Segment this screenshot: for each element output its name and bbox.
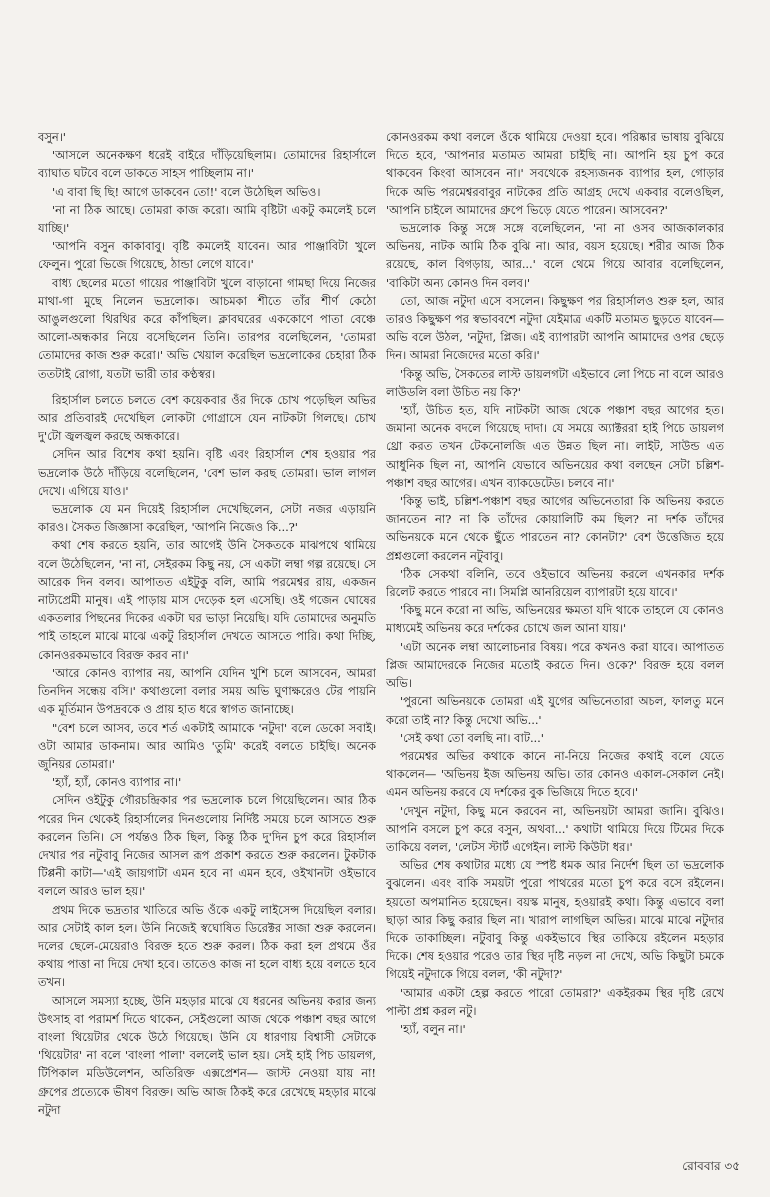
paragraph: 'এ বাবা ছি ছি! আগে ডাকবেন তো!' বলে উঠেছিল অভিও। <box>52 184 321 199</box>
left-text-column <box>38 128 376 1140</box>
paragraph: 'হ্যাঁ, বলুন না।' <box>400 1021 466 1036</box>
paragraph: রিহার্সাল চলতে চলতে বেশ কয়েকবার ওঁর দিকে চোখ পড়েছিল অভির আর প্রতিবারই দেখেছিল লোকটা গোগ্রাসে যেন নাটকটা গিলছে। চোখ দু'টো জ্বলজ্বল করছে অন্ধকারে। <box>38 392 376 444</box>
paragraph: কোনওরকম কথা বললে ওঁকে থামিয়ে দেওয়া হবে। পরিষ্কার ভাষায় বুঝিয়ে দিতে হবে, 'আপনার মতামত আমরা চাইছি না। আপনি হয় চুপ করে থাকবেন কিংবা আসবেন না।' সবথেকে রহস্যজনক ব্যাপার হল, গোড়ার দিকে অভি পরমেশ্বরবাবুর নাটকের প্রতি আগ্রহ দেখে একবার বলেওছিল, 'আপনি চাইলে আমাদের গ্রুপে ভিড়ে যেতে পারেন। আসবেন?' <box>386 130 724 217</box>
paragraph: সেদিন ওইটুকু গৌরচন্দ্রিকার পর ভদ্রলোক চলে গিয়েছিলেন। আর ঠিক পরের দিন থেকেই রিহার্সালের দিনগুলোয় নির্দিষ্ট সময়ে চলে আসতে শুরু করলেন তিনি। সে পর্যন্তও ঠিক ছিল, কিন্তু ঠিক দু'দিন চুপ করে রিহার্সাল দেখার পর নটুবাবু নিজের আসল রূপ প্রকাশ করতে শুরু করলেন। টুকটাক টিপ্পনী কাটা—'এই জায়গাটা এমন হবে না এমন হবে, ওইখানটা ওইভাবে বললে আরও ভাল হয়।' <box>38 793 376 899</box>
paragraph: "বেশ চলে আসব, তবে শর্ত একটাই আমাকে 'নটুদা' বলে ডেকো সবাই। ওটা আমার ডাকনাম। আর আমিও 'তুমি' করেই বলতে চাইছি। অনেক জুনিয়র তোমরা।' <box>38 720 376 771</box>
paragraph: বসুন।' <box>38 130 66 144</box>
paragraph: 'দেখুন নটুদা, কিছু মনে করবেন না, অভিনয়টা আমরা জানি। বুঝিও। আপনি বসলে চুপ করে বসুন, অথবা...' কথাটা থামিয়ে দিয়ে টিমের দিকে তাকিয়ে বলল, 'লেটস স্টার্ট এগেইন। লাস্ট কিউটা ধর।' <box>386 803 724 854</box>
paragraph: ভদ্রলোক কিন্তু সঙ্গে সঙ্গে বলেছিলেন, 'না না ওসব আজকালকার অভিনয়, নাটক আমি ঠিক বুঝি না। আর, বয়স হয়েছে। শরীর আজ ঠিক রয়েছে, কাল বিগড়ায়, আর...' বলে থেমে গিয়ে আবার বলেছিলেন, 'বাকিটা অন্য কোনও দিন বলব।' <box>386 221 724 290</box>
paragraph: 'আরে কোনও ব্যাপার নয়, আপনি যেদিন খুশি চলে আসবেন, আমরা তিনদিন সন্ধেয় বসি।' কথাগুলো বলার সময় অভি ঘুণাক্ষরেও টের পায়নি এক মূর্তিমান উপদ্রবকে ও প্রায় হাত ধরে স্বাগত জানাচ্ছে। <box>38 665 376 717</box>
paragraph: অভির শেষ কথাটার মধ্যে যে স্পষ্ট ধমক আর নির্দেশ ছিল তা ভদ্রলোক বুঝলেন। এবং বাকি সময়টা পুরো পাথরের মতো চুপ করে বসে রইলেন। হয়তো অপমানিত হয়েছেন। বয়স্ক মানুষ, হওয়ারই কথা। কিন্তু এভাবে বলা ছাড়া আর কিছু করার ছিল না। খারাপ লাগছিল অভির। মাঝে মাঝে নটুদার দিকে তাকাচ্ছিল। নটুবাবু কিন্তু একইভাবে স্থির তাকিয়ে রইলেন মহড়ার দিকে। শেষ হওয়ার পরেও তার স্থির দৃষ্টি নড়ল না দেখে, অভি কিছুটা চমকে গিয়েই নটুদাকে গিয়ে বলল, 'কী নটুদা?' <box>386 858 724 982</box>
paragraph: প্রথম দিকে ভদ্রতার খাতিরে অভি ওঁকে একটু লাইসেন্স দিয়েছিল বলার। আর সেটাই কাল হল। উনি নিজেই স্বঘোষিত ডিরেক্টর সাজা শুরু করলেন। দলের ছেলে-মেয়েরাও বিরক্ত হতে শুরু করল। ঠিক করা হল প্রথমে ওঁর কথায় পাত্তা না দিয়ে দেখা হবে। তাতেও কাজ না হলে বাধ্য হয়ে বলতে হবে তখন। <box>38 902 376 990</box>
paragraph: 'হ্যাঁ, উচিত হত, যদি নাটকটা আজ থেকে পঞ্চাশ বছর আগের হত। জমানা অনেক বদলে গিয়েছে দাদা। যে সময়ে অ্যাক্টররা হাই পিচে ডায়লগ থ্রো করত তখন টেকনোলজি এত উন্নত ছিল না। লাইট, সাউন্ড এত আধুনিক ছিল না, আপনি যেভাবে অভিনয়ের কথা বলছেন সেটা চল্লিশ-পঞ্চাশ বছর আগের। এখন ব্যাকডেটেড। চলবে না।' <box>386 403 724 490</box>
paragraph: 'এটা অনেক লম্বা আলোচনার বিষয়। পরে কখনও করা যাবে। আপাতত প্লিজ আমাদেরকে নিজের মতোই করতে দিন। ওকে?' বিরক্ত হয়ে বলল অভি। <box>386 639 724 691</box>
paragraph: পরমেশ্বর অভির কথাকে কানে না-নিয়ে নিজের কথাই বলে যেতে থাকলেন— 'অভিনয় ইজ অভিনয় অভি। তার কোনও একাল-সেকাল নেই। এমন অভিনয় করবে যে দর্শকের বুক ভিজিয়ে দিতে হবে।' <box>386 748 724 800</box>
paragraph: 'কিছু মনে করো না অভি, অভিনয়ের ক্ষমতা যদি থাকে তাহলে যে কোনও মাধ্যমেই অভিনয় করে দর্শকের চোখে জল আনা যায়।' <box>386 603 724 636</box>
paragraph: বাধ্য ছেলের মতো গায়ের পাঞ্জাবিটা খুলে বাড়ানো গামছা দিয়ে নিজের মাথা-গা মুছে নিলেন ভদ্রলোক। আচমকা শীতে তাঁর শীর্ণ কেঠো আঙুলগুলো থিরথির করে কাঁপছিল। ক্লাবঘরের এককোণে পাতা বেঞ্চে আলো-অন্ধকার নিয়ে বসেছিলেন তিনি। তারপর বলেছিলেন, 'তোমরা তোমাদের কাজ শুরু করো।' অভি খেয়াল করেছিল ভদ্রলোকের চেহারা ঠিক ততটাই রোগা, যতটা ভারী তার কণ্ঠস্বর। <box>38 275 376 381</box>
paragraph: 'সেই কথা তো বলছি না। বাট...' <box>400 730 544 745</box>
paragraph: 'ঠিক সেকথা বলিনি, তবে ওইভাবে অভিনয় করলে এখনকার দর্শক রিলেট করতে পারবে না। সিমপ্লি আনরিয়েল ব্যাপারটা হয়ে যাবে।' <box>386 566 724 600</box>
paragraph: 'আপনি বসুন কাকাবাবু। বৃষ্টি কমলেই যাবেন। আর পাঞ্জাবিটা খুলে ফেলুন। পুরো ভিজে গিয়েছে, ঠান্ডা লেগে যাবে।' <box>38 239 376 272</box>
paragraph: 'না না ঠিক আছে। তোমরা কাজ করো। আমি বৃষ্টিটা একটু কমলেই চলে যাচ্ছি।' <box>38 202 376 236</box>
paragraph: 'কিন্তু ভাই, চল্লিশ-পঞ্চাশ বছর আগের অভিনেতারা কি অভিনয় করতে জানতেন না? না কি তাঁদের কোয়ালিটি কম ছিল? না দর্শক তাঁদের অভিনয়কে মনে থেকে ছুঁতে পারতেন না? কোনটা?' বেশ উত্তেজিত হয়ে প্রশ্নগুলো করলেন নটুবাবু। <box>386 494 724 563</box>
paragraph: 'পুরনো অভিনয়কে তোমরা এই যুগের অভিনেতারা অচল, ফালতু মনে করো তাই না? কিন্তু দেখো অভি...' <box>386 694 724 727</box>
paragraph: 'আমার একটা হেল্প করতে পারো তোমরা?' একইরকম স্থির দৃষ্টি রেখে পাল্টা প্রশ্ন করল নটু। <box>386 985 724 1018</box>
paragraph: সেদিন আর বিশেষ কথা হয়নি। বৃষ্টি এবং রিহার্সাল শেষ হওয়ার পর ভদ্রলোক উঠে দাঁড়িয়ে বলেছিলেন, 'বেশ ভাল করছ তোমরা। ভাল লাগল দেখে। এগিয়ে যাও।' <box>38 447 376 498</box>
paragraph: 'কিন্তু অভি, সৈকতের লাস্ট ডায়লগটা এইভাবে লো পিচে না বলে আরও লাউডলি বলা উচিত নয় কি?' <box>386 366 724 399</box>
paragraph: কথা শেষ করতে হয়নি, তার আগেই উনি সৈকতকে মাঝপথে থামিয়ে বলে উঠেছিলেন, 'না না, সেইরকম কিছু নয়, সে একটা লম্বা গল্প রয়েছে। সে আরেক দিন বলব। আপাতত এইটুকু বলি, আমি পরমেশ্বর রায়, একজন নাট্যপ্রেমী মানুষ। এই পাড়ায় মাস দেড়েক হল এসেছি। ওই গজেন ঘোষের একতলার পিছনের দিকের একটা ঘর ভাড়া নিয়েছি। যদি তোমাদের অনুমতি পাই তাহলে মাঝে মাঝে একটু রিহার্সাল দেখতে আসতে পারি। কথা দিচ্ছি, কোনওরকমভাবে বিরক্ত করব না।' <box>38 538 376 662</box>
paragraph: তো, আজ নটুদা এসে বসলেন। কিছুক্ষণ পর রিহার্সালও শুরু হল, আর তারও কিছুক্ষণ পর স্বভাববশে নটুদা যেইমাত্র একটি মতামত ছুড়তে যাবেন— অভি বলে উঠল, 'নটুদা, প্লিজ। এই ব্যাপারটা আপনি আমাদের ওপর ছেড়ে দিন। আমরা নিজেদের মতো করি।' <box>386 293 724 363</box>
paragraph: ভদ্রলোক যে মন দিয়েই রিহার্সাল দেখেছিলেন, সেটা নজর এড়ায়নি কারও। সৈকত জিজ্ঞাসা করেছিল, 'আপনি নিজেও কি...?' <box>38 502 376 535</box>
page-footer: রোববার ৩৫ <box>682 1159 740 1173</box>
right-text-column <box>386 128 724 1140</box>
paragraph: 'আসলে অনেকক্ষণ ধরেই বাইরে দাঁড়িয়েছিলাম। তোমাদের রিহার্সালে ব্যাঘাত ঘটবে বলে ডাকতে সাহস পাচ্ছিলাম না।' <box>38 148 376 181</box>
paragraph: আসলে সমস্যা হচ্ছে, উনি মহড়ার মাঝে যে ধরনের অভিনয় করার জন্য উৎসাহ বা পরামর্শ দিতে থাকেন, সেইগুলো আজ থেকে পঞ্চাশ বছর আগে বাংলা থিয়েটার থেকে উঠে গিয়েছে। উনি যে ধারণায় বিশ্বাসী সেটাকে 'থিয়েটার' না বলে 'বাংলা পালা' বললেই ভাল হয়। সেই হাই পিচ ডায়লগ, টিপিকাল মডিউলেশন, অতিরিক্ত এক্সপ্রেশন— জাস্ট নেওয়া যায় না! গ্রুপের প্রত্যেকে ভীষণ বিরক্ত। অভি আজ ঠিকই করে রেখেছে মহড়ার মাঝে নটুদা <box>38 993 376 1117</box>
paragraph: 'হ্যাঁ, হ্যাঁ, কোনও ব্যাপার না।' <box>52 775 182 790</box>
